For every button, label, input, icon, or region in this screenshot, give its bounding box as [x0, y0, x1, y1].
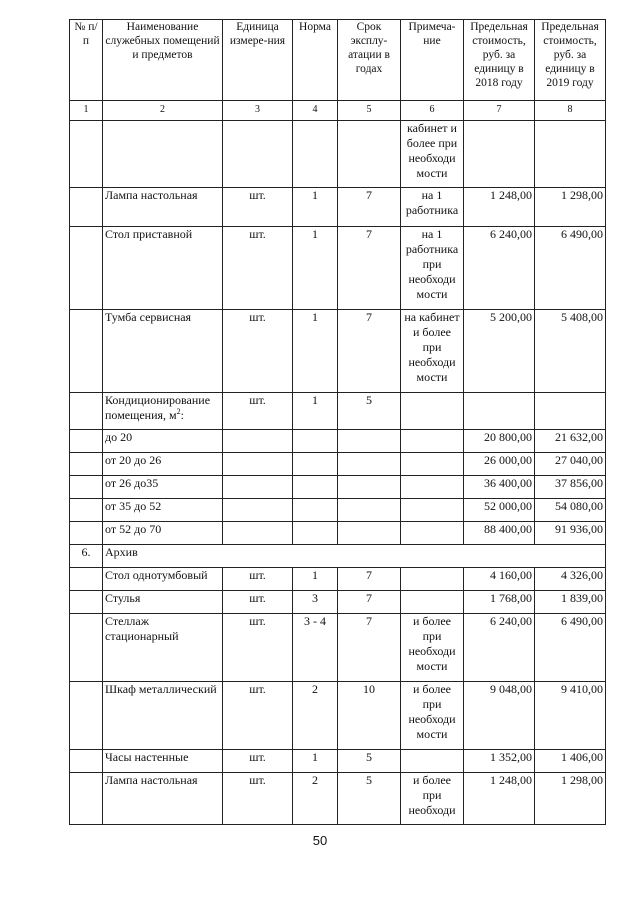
item-norm: 1	[293, 310, 338, 393]
item-note: и более при необходи мости	[401, 614, 464, 682]
item-name: от 20 до 26	[103, 453, 223, 476]
row-number-cell	[70, 522, 103, 545]
item-price-2019: 1 298,00	[535, 773, 606, 825]
item-price-2019: 27 040,00	[535, 453, 606, 476]
item-note	[401, 568, 464, 591]
item-norm: 3 - 4	[293, 614, 338, 682]
item-unit	[223, 430, 293, 453]
item-name: Стеллаж стационарный	[103, 614, 223, 682]
table-row	[70, 591, 606, 614]
column-number: 2	[103, 101, 223, 121]
item-note	[401, 476, 464, 499]
item-price-2019: 1 839,00	[535, 591, 606, 614]
item-name: Стол однотумбовый	[103, 568, 223, 591]
table-row	[70, 682, 606, 750]
item-price-2019	[535, 393, 606, 430]
item-unit	[223, 522, 293, 545]
item-unit	[223, 499, 293, 522]
item-price-2019: 21 632,00	[535, 430, 606, 453]
item-name: Лампа настольная	[103, 773, 223, 825]
item-price-2018: 5 200,00	[464, 310, 535, 393]
item-price-2019: 91 936,00	[535, 522, 606, 545]
item-unit: шт.	[223, 310, 293, 393]
item-name: Шкаф металлический	[103, 682, 223, 750]
item-price-2018	[464, 121, 535, 188]
item-note: и более при необходи	[401, 773, 464, 825]
item-price-2018	[464, 393, 535, 430]
header-price-2019: Предельная стоимость, руб. за единицу в 2019 году	[535, 20, 606, 101]
item-unit	[223, 476, 293, 499]
row-number-cell	[70, 430, 103, 453]
item-price-2018: 1 352,00	[464, 750, 535, 773]
table-row	[70, 773, 606, 825]
item-name: Стол приставной	[103, 227, 223, 310]
header-unit: Единица измере-ния	[223, 20, 293, 101]
row-number-cell	[70, 188, 103, 227]
item-note: на 1 работника при необходи мости	[401, 227, 464, 310]
item-note	[401, 430, 464, 453]
table-row	[70, 476, 606, 499]
item-unit: шт.	[223, 614, 293, 682]
item-price-2019: 6 490,00	[535, 227, 606, 310]
item-term: 7	[338, 188, 401, 227]
item-term: 5	[338, 750, 401, 773]
item-price-2019: 5 408,00	[535, 310, 606, 393]
item-norm: 2	[293, 682, 338, 750]
item-name: до 20	[103, 430, 223, 453]
item-unit: шт.	[223, 568, 293, 591]
table-row	[70, 499, 606, 522]
header-norm: Норма	[293, 20, 338, 101]
table-row	[70, 188, 606, 227]
item-unit	[223, 453, 293, 476]
item-term: 5	[338, 393, 401, 430]
item-term: 7	[338, 614, 401, 682]
item-note	[401, 750, 464, 773]
section-number: 6.	[70, 545, 103, 568]
row-number-cell	[70, 453, 103, 476]
item-price-2018: 6 240,00	[464, 227, 535, 310]
header-term: Срок эксплу-атации в годах	[338, 20, 401, 101]
item-price-2018: 1 248,00	[464, 773, 535, 825]
item-term	[338, 499, 401, 522]
item-name: Лампа настольная	[103, 188, 223, 227]
item-note	[401, 522, 464, 545]
row-number-cell	[70, 750, 103, 773]
item-price-2018: 6 240,00	[464, 614, 535, 682]
item-term: 5	[338, 773, 401, 825]
table-row	[70, 430, 606, 453]
item-note	[401, 591, 464, 614]
row-number-cell	[70, 310, 103, 393]
item-unit: шт.	[223, 750, 293, 773]
item-price-2018: 20 800,00	[464, 430, 535, 453]
item-term	[338, 522, 401, 545]
item-norm: 1	[293, 227, 338, 310]
item-note: кабинет и более при необходи мости	[401, 121, 464, 188]
row-number-cell	[70, 121, 103, 188]
item-norm	[293, 476, 338, 499]
item-unit: шт.	[223, 773, 293, 825]
item-name: от 35 до 52	[103, 499, 223, 522]
item-name: от 26 до35	[103, 476, 223, 499]
row-number-cell	[70, 568, 103, 591]
item-price-2019: 4 326,00	[535, 568, 606, 591]
item-price-2019: 6 490,00	[535, 614, 606, 682]
item-note: и более при необходи мости	[401, 682, 464, 750]
item-term: 7	[338, 310, 401, 393]
column-number: 5	[338, 101, 401, 121]
page-number: 50	[312, 833, 328, 848]
item-norm	[293, 453, 338, 476]
item-term: 7	[338, 568, 401, 591]
table-row	[70, 568, 606, 591]
item-norm: 1	[293, 393, 338, 430]
item-name	[103, 121, 223, 188]
item-name-sup: 2	[176, 407, 181, 416]
row-number-cell	[70, 614, 103, 682]
item-price-2019	[535, 121, 606, 188]
table-row	[70, 121, 606, 188]
item-term	[338, 453, 401, 476]
item-name-text: Кондиционирование помещения, м	[105, 393, 211, 422]
table-row	[70, 522, 606, 545]
item-price-2019: 54 080,00	[535, 499, 606, 522]
table-row	[70, 227, 606, 310]
table-row	[70, 310, 606, 393]
item-price-2018: 52 000,00	[464, 499, 535, 522]
item-name	[103, 393, 223, 430]
item-name: Тумба сервисная	[103, 310, 223, 393]
item-unit: шт.	[223, 682, 293, 750]
item-norm: 1	[293, 188, 338, 227]
item-norm	[293, 522, 338, 545]
item-price-2019: 9 410,00	[535, 682, 606, 750]
item-term	[338, 121, 401, 188]
row-number-cell	[70, 499, 103, 522]
header-number: № п/п	[70, 20, 103, 101]
header-price-2018: Предельная стоимость, руб. за единицу в 2018 году	[464, 20, 535, 101]
items-table	[69, 19, 606, 825]
item-note: на 1 работника	[401, 188, 464, 227]
item-unit	[223, 121, 293, 188]
item-norm	[293, 499, 338, 522]
header-name: Наименование служебных помещений и предметов	[103, 20, 223, 101]
item-unit: шт.	[223, 188, 293, 227]
item-price-2019: 1 298,00	[535, 188, 606, 227]
row-number-cell	[70, 476, 103, 499]
item-term: 10	[338, 682, 401, 750]
row-number-cell	[70, 393, 103, 430]
item-name: Часы настенные	[103, 750, 223, 773]
header-note: Примеча-ние	[401, 20, 464, 101]
item-price-2018: 26 000,00	[464, 453, 535, 476]
section-title: Архив	[103, 545, 606, 568]
item-norm: 1	[293, 568, 338, 591]
column-number: 1	[70, 101, 103, 121]
table-row	[70, 614, 606, 682]
item-norm: 2	[293, 773, 338, 825]
item-price-2018: 1 768,00	[464, 591, 535, 614]
column-number: 6	[401, 101, 464, 121]
row-number-cell	[70, 773, 103, 825]
table-row	[70, 453, 606, 476]
item-norm	[293, 121, 338, 188]
item-note: на кабинет и более при необходи мости	[401, 310, 464, 393]
item-unit: шт.	[223, 393, 293, 430]
item-unit: шт.	[223, 227, 293, 310]
table-row	[70, 393, 606, 430]
item-term: 7	[338, 591, 401, 614]
item-unit: шт.	[223, 591, 293, 614]
column-number: 8	[535, 101, 606, 121]
item-term: 7	[338, 227, 401, 310]
item-term	[338, 430, 401, 453]
item-term	[338, 476, 401, 499]
item-price-2018: 1 248,00	[464, 188, 535, 227]
item-price-2018: 4 160,00	[464, 568, 535, 591]
item-name: от 52 до 70	[103, 522, 223, 545]
table-header-row	[70, 20, 606, 101]
section-row	[70, 545, 606, 568]
item-norm	[293, 430, 338, 453]
item-price-2019: 37 856,00	[535, 476, 606, 499]
item-norm: 1	[293, 750, 338, 773]
column-number: 4	[293, 101, 338, 121]
item-price-2018: 9 048,00	[464, 682, 535, 750]
item-price-2018: 36 400,00	[464, 476, 535, 499]
item-name: Стулья	[103, 591, 223, 614]
table-row	[70, 750, 606, 773]
row-number-cell	[70, 227, 103, 310]
item-norm: 3	[293, 591, 338, 614]
item-note	[401, 393, 464, 430]
item-note	[401, 499, 464, 522]
column-number: 7	[464, 101, 535, 121]
item-price-2019: 1 406,00	[535, 750, 606, 773]
column-numbers-row	[70, 101, 606, 121]
item-name-tail: :	[180, 408, 184, 422]
row-number-cell	[70, 591, 103, 614]
item-price-2018: 88 400,00	[464, 522, 535, 545]
column-number: 3	[223, 101, 293, 121]
row-number-cell	[70, 682, 103, 750]
item-note	[401, 453, 464, 476]
